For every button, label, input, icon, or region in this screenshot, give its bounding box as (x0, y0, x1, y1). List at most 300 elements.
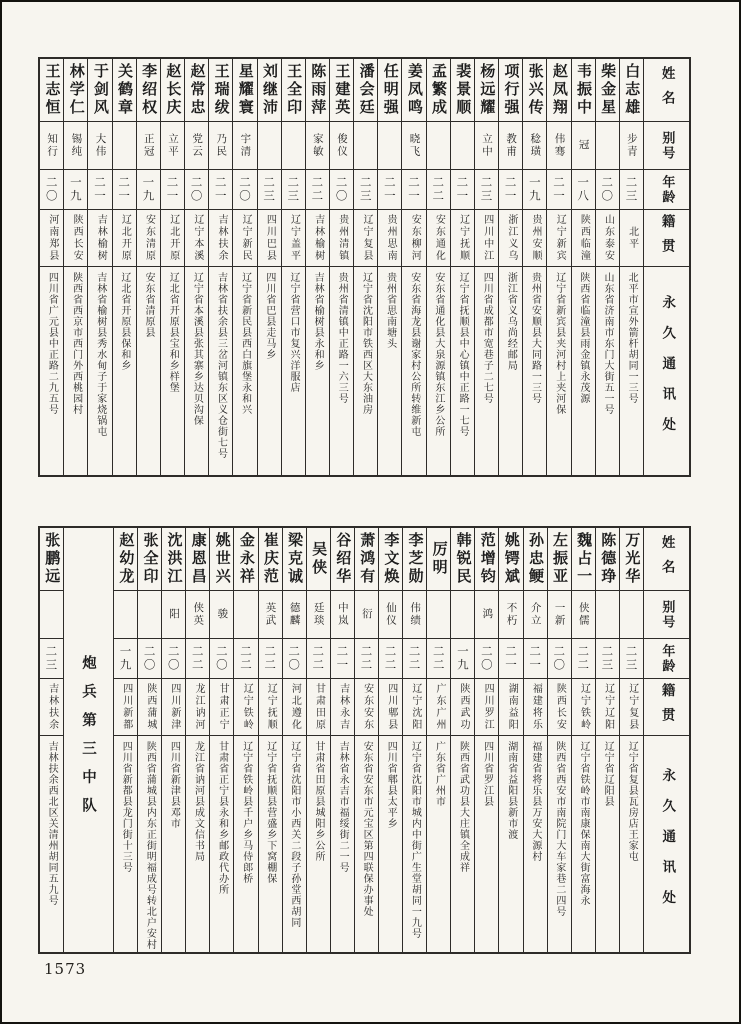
person-column (450, 528, 474, 952)
person-alias-text: 一新 (553, 602, 566, 627)
person-address (403, 735, 426, 952)
person-alias-text: 正冠 (142, 133, 155, 158)
person-name (451, 59, 474, 121)
person-age (161, 169, 184, 209)
person-origin-text: 四川郫县 (385, 683, 397, 731)
page-number: 1573 (44, 960, 87, 978)
person-address-text: 贵州省安顺县大同路一三号 (529, 272, 541, 404)
person-age (185, 169, 208, 209)
person-name-text: 李绍权 (140, 63, 159, 117)
person-name (524, 528, 547, 590)
person-address-text: 贵州省清镇中正路一六三号 (336, 272, 348, 404)
person-column (546, 59, 570, 475)
person-alias (620, 590, 643, 638)
person-address-text: 四川省新都县龙门街十三号 (120, 741, 132, 873)
person-origin (330, 209, 353, 266)
person-origin (114, 678, 137, 735)
person-age-text: 一九 (455, 645, 470, 672)
person-alias (40, 590, 63, 638)
person-age (596, 638, 619, 678)
person-name (403, 528, 426, 590)
person-origin-text: 陕西临潼 (578, 214, 590, 262)
person-column (184, 59, 208, 475)
person-alias (499, 590, 522, 638)
person-origin-text: 吉林扶余 (46, 683, 58, 731)
person-age-text: 二三 (600, 645, 615, 672)
person-address-text: 陕西省临潼县雨金镇永茂源 (577, 272, 589, 404)
person-origin (88, 209, 111, 266)
person-age-text: 二一 (382, 176, 397, 203)
person-age-text: 二二 (383, 645, 398, 672)
person-age (209, 169, 232, 209)
person-origin (403, 678, 426, 735)
person-origin (475, 209, 498, 266)
person-column (137, 528, 161, 952)
person-origin-text: 陕西武功 (458, 683, 470, 731)
person-alias-text: 侠英 (192, 602, 205, 627)
person-address (258, 266, 281, 475)
person-address (475, 266, 498, 475)
person-alias-text: 稔璜 (529, 133, 542, 158)
person-alias-text: 立中 (480, 133, 493, 158)
person-alias (451, 590, 474, 638)
person-alias-text: 知行 (46, 133, 59, 158)
person-age-text: 二二 (190, 645, 205, 672)
person-name (161, 59, 184, 121)
person-column (571, 528, 595, 952)
roster-table-upper (38, 57, 691, 477)
person-age (162, 638, 185, 678)
person-name (307, 528, 330, 590)
person-name-text: 姚世兴 (213, 532, 232, 586)
person-name (378, 59, 401, 121)
person-origin-text: 辽宁沈阳 (409, 683, 421, 731)
person-age-text: 二三 (262, 176, 277, 203)
person-age (40, 169, 63, 209)
person-alias (161, 121, 184, 169)
person-address-text: 山东省济南市东门大街五一号 (602, 272, 614, 415)
person-column (112, 59, 136, 475)
person-origin-text: 北平 (626, 226, 638, 250)
person-origin-text: 辽宁辽阳 (602, 683, 614, 731)
person-address-text: 辽宁省营口市复兴洋服店 (287, 272, 299, 393)
person-origin (354, 209, 377, 266)
person-alias-text: 仙仪 (385, 602, 398, 627)
person-origin-text: 辽宁铁岭 (578, 683, 590, 731)
person-name (331, 528, 354, 590)
person-name-text: 陈雨萍 (309, 63, 328, 117)
person-name-text: 韦振中 (574, 63, 593, 117)
person-name (499, 59, 522, 121)
person-name-text: 杨远耀 (478, 63, 497, 117)
person-age (234, 638, 257, 678)
person-alias-text: 中岚 (336, 602, 349, 627)
person-origin (427, 678, 450, 735)
person-alias (307, 590, 330, 638)
person-age (475, 169, 498, 209)
person-alias (355, 590, 378, 638)
person-age (475, 638, 498, 678)
person-alias (427, 121, 450, 169)
person-name-text: 王全印 (285, 63, 304, 117)
person-origin (233, 209, 256, 266)
person-address-text: 吉林省扶余县三岔河镇东区义仓街七号 (215, 272, 227, 459)
person-address-text: 吉林省榆树县秀水甸子于家烧锅屯 (94, 272, 106, 437)
person-address-text: 辽宁省本溪县张其寨乡达贝沟保 (191, 272, 203, 426)
person-age-text: 二一 (504, 645, 519, 672)
person-address-text: 吉林省永吉市福绥街二一号 (337, 741, 349, 873)
person-alias (186, 590, 209, 638)
person-age-text: 二〇 (334, 176, 349, 203)
person-name (64, 59, 87, 121)
person-age (451, 169, 474, 209)
person-name (572, 59, 595, 121)
person-alias-text: 教甫 (505, 133, 518, 158)
person-age (233, 169, 256, 209)
person-alias-text: 家敏 (311, 133, 324, 158)
row-header-alias (644, 590, 689, 638)
person-origin (379, 678, 402, 735)
person-alias-text: 英武 (264, 602, 277, 627)
person-name (572, 528, 595, 590)
person-address (524, 735, 547, 952)
person-column (377, 59, 401, 475)
person-alias-text: 侠儒 (577, 602, 590, 627)
person-address (259, 735, 282, 952)
person-origin-text: 浙江义乌 (505, 214, 517, 262)
row-header-age-text: 年龄 (659, 643, 675, 674)
person-name (620, 528, 643, 590)
person-name (354, 59, 377, 121)
person-origin-text: 四川新津 (168, 683, 180, 731)
person-alias-text: 冠 (577, 139, 590, 152)
person-origin (186, 678, 209, 735)
person-column (40, 59, 63, 475)
person-age (307, 638, 330, 678)
person-origin-text: 安东安东 (361, 683, 373, 731)
person-address (378, 266, 401, 475)
person-origin (596, 678, 619, 735)
person-age (88, 169, 111, 209)
person-name-text: 赵常忠 (188, 63, 207, 117)
person-column (619, 59, 643, 475)
person-name (499, 528, 522, 590)
person-name-text: 万光华 (623, 532, 642, 586)
row-header-name-text: 姓名 (658, 534, 675, 584)
person-origin (620, 209, 643, 266)
person-age (210, 638, 233, 678)
person-address-text: 四川省罗江县 (481, 741, 493, 807)
person-age (138, 638, 161, 678)
row-header-origin-text: 籍贯 (658, 213, 675, 263)
person-column (426, 59, 450, 475)
person-alias-text: 俊仪 (336, 133, 349, 158)
row-header-alias-text: 别号 (659, 599, 675, 630)
person-origin (161, 209, 184, 266)
person-address-text: 辽宁省沈阳市铁西区大东油房 (360, 272, 372, 415)
person-origin (451, 209, 474, 266)
person-age (548, 638, 571, 678)
person-name (186, 528, 209, 590)
person-address (234, 735, 257, 952)
person-name (355, 528, 378, 590)
person-name (282, 59, 305, 121)
person-alias (258, 121, 281, 169)
row-header-name (644, 59, 689, 121)
person-origin (40, 209, 63, 266)
person-origin (355, 678, 378, 735)
person-address (233, 266, 256, 475)
person-address (620, 266, 643, 475)
person-column (160, 59, 184, 475)
person-age-text: 二一 (551, 176, 566, 203)
person-alias (403, 590, 426, 638)
person-age-text: 二三 (358, 176, 373, 203)
person-age (572, 638, 595, 678)
person-name (259, 528, 282, 590)
person-name (283, 528, 306, 590)
person-name-text: 星耀寰 (236, 63, 255, 117)
person-name (209, 59, 232, 121)
person-alias (330, 121, 353, 169)
person-alias (523, 121, 546, 169)
person-address (402, 266, 425, 475)
person-age-text: 二〇 (237, 176, 252, 203)
person-origin (402, 209, 425, 266)
person-address (209, 266, 232, 475)
person-age (113, 169, 136, 209)
section-label-text: 炮兵第三中队 (80, 654, 98, 826)
person-origin-text: 辽宁本溪 (191, 214, 203, 262)
person-address (548, 735, 571, 952)
person-origin-text: 四川中江 (481, 214, 493, 262)
person-age-text: 一九 (68, 176, 83, 203)
person-age (186, 638, 209, 678)
person-name-text: 范增钧 (478, 532, 497, 586)
person-alias (402, 121, 425, 169)
person-origin-text: 山东泰安 (602, 214, 614, 262)
person-alias (138, 590, 161, 638)
person-name-text: 孙忠鲠 (526, 532, 545, 586)
person-name-text: 陈德琤 (599, 532, 618, 586)
person-address-text: 辽宁省铁岭县千户乡马侍郎桥 (240, 741, 252, 884)
person-name-text: 谷绍华 (334, 532, 353, 586)
row-header-age (644, 169, 689, 209)
person-age-text: 二三 (44, 645, 59, 672)
person-name (523, 59, 546, 121)
person-age (64, 169, 87, 209)
person-origin (451, 678, 474, 735)
person-name-text: 潘会廷 (357, 63, 376, 117)
person-age (137, 169, 160, 209)
person-alias-text: 党云 (191, 133, 204, 158)
person-age (114, 638, 137, 678)
person-column (595, 528, 619, 952)
person-origin-text: 贵州清镇 (336, 214, 348, 262)
person-address-text: 四川省成都市宽巷子二七号 (481, 272, 493, 404)
person-age-text: 二二 (263, 645, 278, 672)
person-name-text: 张兴传 (526, 63, 545, 117)
person-address (451, 735, 474, 952)
person-age (355, 638, 378, 678)
person-alias-text: 德麟 (288, 602, 301, 627)
person-alias-text: 锡纯 (70, 133, 83, 158)
person-age (427, 169, 450, 209)
person-age (451, 638, 474, 678)
person-alias (137, 121, 160, 169)
person-name-text: 魏占一 (575, 532, 594, 586)
person-origin-text: 辽宁新民 (240, 214, 252, 262)
person-origin (210, 678, 233, 735)
person-name (114, 528, 137, 590)
person-column (450, 59, 474, 475)
person-origin (185, 209, 208, 266)
person-age-text: 二一 (528, 645, 543, 672)
person-address (596, 266, 619, 475)
person-origin (64, 209, 87, 266)
person-address (427, 735, 450, 952)
person-origin (596, 209, 619, 266)
person-address-text: 四川省广元县中正路二九五号 (46, 272, 58, 415)
person-origin-text: 甘肃正宁 (217, 683, 229, 731)
person-name-text: 赵长庆 (164, 63, 183, 117)
person-address (572, 735, 595, 952)
person-alias-text: 骏 (216, 608, 229, 621)
person-age-text: 二一 (213, 176, 228, 203)
person-origin (138, 678, 161, 735)
person-column (258, 528, 282, 952)
person-age (427, 638, 450, 678)
person-name-text: 赵幼龙 (117, 532, 136, 586)
person-age-text: 二〇 (142, 645, 157, 672)
person-column (40, 528, 63, 952)
person-address-text: 陕西省西安市南院门大车家巷二四号 (553, 741, 565, 917)
person-alias (234, 590, 257, 638)
person-alias-text: 廷琰 (312, 602, 325, 627)
person-age (40, 638, 63, 678)
person-name-text: 关鹤章 (116, 63, 135, 117)
person-alias (499, 121, 522, 169)
person-column (474, 59, 498, 475)
person-origin-text: 安东清原 (143, 214, 155, 262)
person-origin-text: 陕西蒲城 (144, 683, 156, 731)
person-name-text: 姚锷斌 (502, 532, 521, 586)
person-name-text: 孟繁成 (430, 63, 449, 117)
person-origin-text: 福建将乐 (530, 683, 542, 731)
person-age-text: 二二 (407, 645, 422, 672)
person-origin (162, 678, 185, 735)
person-address-text: 福建省将乐县万安大源村 (529, 741, 541, 862)
person-address-text: 四川省巴县走马乡 (263, 272, 275, 360)
person-age (306, 169, 329, 209)
person-name-text: 韩锐民 (454, 532, 473, 586)
person-name-text: 裴景顺 (454, 63, 473, 117)
person-age (499, 169, 522, 209)
person-name (427, 528, 450, 590)
person-origin (259, 678, 282, 735)
person-column (257, 59, 281, 475)
person-alias (596, 590, 619, 638)
person-address (185, 266, 208, 475)
person-address-text: 辽宁省抚顺县中心镇中正路一七号 (457, 272, 469, 437)
person-name (548, 528, 571, 590)
person-origin (427, 209, 450, 266)
person-origin-text: 湖南益阳 (506, 683, 518, 731)
person-address-text: 陕西省蒲城县内东正街明福成号转北户安村 (144, 741, 156, 950)
person-origin (475, 678, 498, 735)
person-origin (282, 209, 305, 266)
person-age (282, 169, 305, 209)
person-address (283, 735, 306, 952)
person-alias-text: 步青 (625, 133, 638, 158)
person-address (282, 266, 305, 475)
person-address-text: 安东省清原县 (143, 272, 155, 338)
person-column (209, 528, 233, 952)
person-age-text: 二一 (165, 176, 180, 203)
row-header-origin-text: 籍贯 (658, 682, 675, 732)
person-column (305, 59, 329, 475)
person-origin (209, 209, 232, 266)
person-address (88, 266, 111, 475)
person-alias-text: 大伟 (94, 133, 107, 158)
person-age-text: 二〇 (214, 645, 229, 672)
person-address (354, 266, 377, 475)
person-origin-text: 贵州思南 (385, 214, 397, 262)
person-address-text: 龙江省讷河县成文信书局 (192, 741, 204, 862)
person-alias (209, 121, 232, 169)
person-column (208, 59, 232, 475)
row-header-origin (644, 209, 689, 266)
person-age (572, 169, 595, 209)
person-column (522, 59, 546, 475)
person-address-text: 四川省新津县邓市 (168, 741, 180, 829)
person-alias-text: 衍 (360, 608, 373, 621)
person-name (88, 59, 111, 121)
person-age-text: 一九 (118, 645, 133, 672)
person-name-text: 沈洪江 (165, 532, 184, 586)
person-address (355, 735, 378, 952)
row-header-alias-text: 别号 (659, 130, 675, 161)
person-name (138, 528, 161, 590)
person-address (138, 735, 161, 952)
person-alias (572, 121, 595, 169)
person-age (258, 169, 281, 209)
person-age (283, 638, 306, 678)
person-address-text: 吉林省榆树县永和乡 (312, 272, 324, 371)
section-label (64, 528, 113, 952)
person-alias (40, 121, 63, 169)
person-alias (596, 121, 619, 169)
person-column (595, 59, 619, 475)
person-origin (234, 678, 257, 735)
person-name (233, 59, 256, 121)
person-address (620, 735, 643, 952)
person-age (379, 638, 402, 678)
person-alias (282, 121, 305, 169)
person-alias (475, 121, 498, 169)
person-origin-text: 陕西长安 (71, 214, 83, 262)
person-address-text: 陕西省武功县大庄镇全成祥 (457, 741, 469, 873)
person-name-text: 赵凤翔 (550, 63, 569, 117)
row-header-column (643, 59, 689, 475)
row-header-name (644, 528, 689, 590)
person-name-text: 萧鸿有 (358, 532, 377, 586)
person-age-text: 二〇 (166, 645, 181, 672)
person-address (379, 735, 402, 952)
person-name-text: 康恩昌 (189, 532, 208, 586)
person-origin-text: 安东柳河 (409, 214, 421, 262)
person-address (499, 735, 522, 952)
